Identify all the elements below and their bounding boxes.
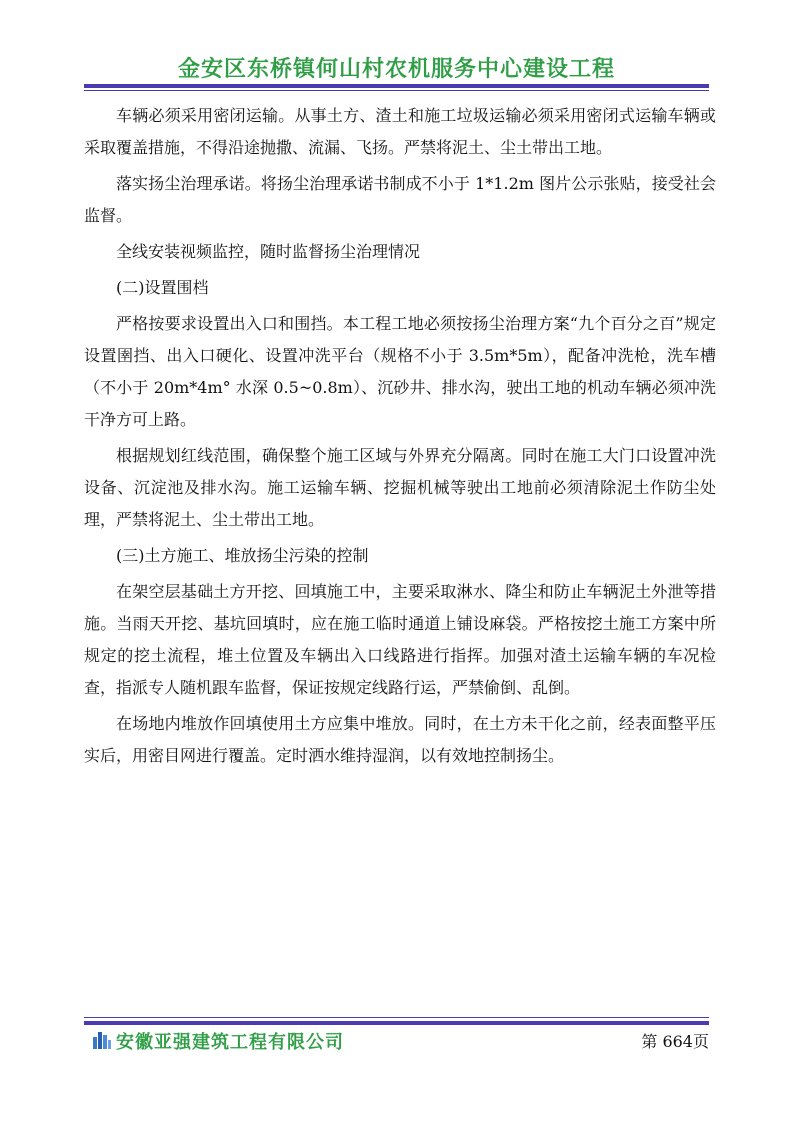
header-rule-thick xyxy=(84,84,709,88)
section-heading: (三)土方施工、堆放扬尘污染的控制 xyxy=(116,546,369,565)
header-rule-thin xyxy=(84,90,709,91)
page-number: 第 664页 xyxy=(641,1032,709,1051)
paragraph: 落实扬尘治理承诺。将扬尘治理承诺书制成不小于 1*1.2m 图片公示张贴，接受社会监督。 xyxy=(84,174,716,225)
section-heading: (二)设置围档 xyxy=(116,278,209,297)
paragraph: 在场地内堆放作回填使用土方应集中堆放。同时，在土方未干化之前，经表面整平压实后，用密目网进行覆盖。定时洒水维持湿润，以有效地控制扬尘。 xyxy=(84,714,716,765)
document-body xyxy=(84,100,716,776)
paragraph: 车辆必须采用密闭运输。从事土方、渣土和施工垃圾运输必须采用密闭式运输车辆或采取覆盖措施，不得沿途抛撒、流漏、飞扬。严禁将泥土、尘土带出工地。 xyxy=(84,106,716,157)
paragraph: 全线安装视频监控，随时监督扬尘治理情况 xyxy=(116,242,421,261)
company-name: 安徽亚强建筑工程有限公司 xyxy=(116,1032,344,1053)
paragraph: 在架空层基础土方开挖、回填施工中，主要采取淋水、降尘和防止车辆泥土外泄等措施。当雨天开挖、基坑回填时，应在施工临时通道上铺设麻袋。严格按挖土施工方案中所规定的挖土流程，堆土位置及车辆出入口线路进行指挥。加强对渣土运输车辆的车况检查，指派专人随机跟车监督，保证按规定线路行运，严禁偷倒、乱倒。 xyxy=(84,582,716,697)
paragraph: 根据规划红线范围，确保整个施工区域与外界充分隔离。同时在施工大门口设置冲洗设备、沉淀池及排水沟。施工运输车辆、挖掘机械等驶出工地前必须清除泥土作防尘处理，严禁将泥土、尘土带出工地。 xyxy=(84,446,716,529)
footer-rule-thick xyxy=(84,1021,709,1025)
document-title: 金安区东桥镇何山村农机服务中心建设工程 xyxy=(177,57,615,82)
building-logo-icon xyxy=(92,1029,112,1049)
page-footer xyxy=(84,1026,709,1056)
paragraph: 严格按要求设置出入口和围挡。本工程工地必须按扬尘治理方案“九个百分之百”规定设置圉挡、出入口硬化、设置冲洗平台（规格不小于 3.5m*5m），配备冲洗枪，洗车槽（不小于 20m*4m° 水深 0.5~0.8m）、沉砂井、排水沟，驶出工地的机动车辆必须冲洗干净方可上路。 xyxy=(84,314,716,429)
footer-rule-thin xyxy=(84,1017,709,1018)
